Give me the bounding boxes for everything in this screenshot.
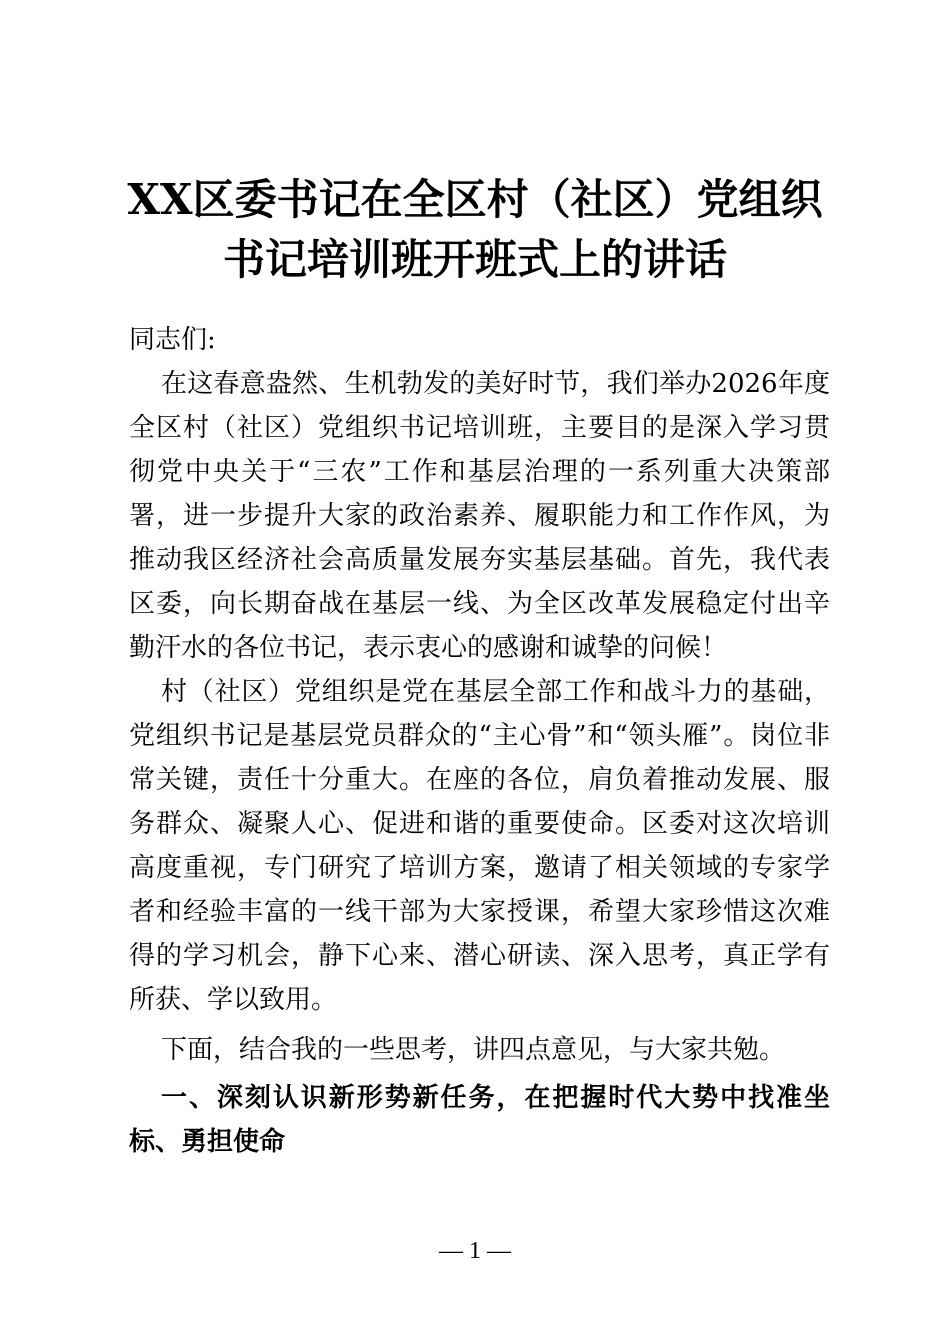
- document-body: [129, 318, 830, 1164]
- title-line-1: XX区委书记在全区村（社区）党组织: [127, 175, 823, 224]
- salutation: 同志们:: [129, 325, 216, 355]
- paragraph-3: 下面，结合我的一些思考，讲四点意见，与大家共勉。: [161, 1035, 786, 1065]
- paragraph-2: 村（社区）党组织是党在基层全部工作和战斗力的基础，党组织书记是基层党员群众的“主心骨”和“领头雁”。岗位非常关键，责任十分重大。在座的各位，肩负着推动发展、服务群众、凝聚人心、促进和谐的重要使命。区委对这次培训高度重视，专门研究了培训方案，邀请了相关领域的专家学者和经验丰富的一线干部为大家授课，希望大家珍惜这次难得的学习机会，静下心来、潜心研读、深入思考，真正学有所获、学以致用。: [129, 677, 830, 1015]
- section-heading: 一、深刻认识新形势新任务，在把握时代大势中找准坐标、勇担使命: [129, 1083, 830, 1157]
- document-title: [120, 170, 830, 290]
- page-number: — 1 —: [439, 1238, 511, 1264]
- title-line-2: 书记培训班开班式上的讲话: [222, 235, 727, 284]
- paragraph-1: 在这春意盎然、生机勃发的美好时节，我们举办2026年度全区村（社区）党组织书记培训班，主要目的是深入学习贯彻党中央关于“三农”工作和基层治理的一系列重大决策部署，进一步提升大家的政治素养、履职能力和工作作风，为推动我区经济社会高质量发展夯实基层基础。首先，我代表区委，向长期奋战在基层一线、为全区改革发展稳定付出辛勤汗水的各位书记，表示衷心的感谢和诚挚的问候！: [129, 369, 830, 663]
